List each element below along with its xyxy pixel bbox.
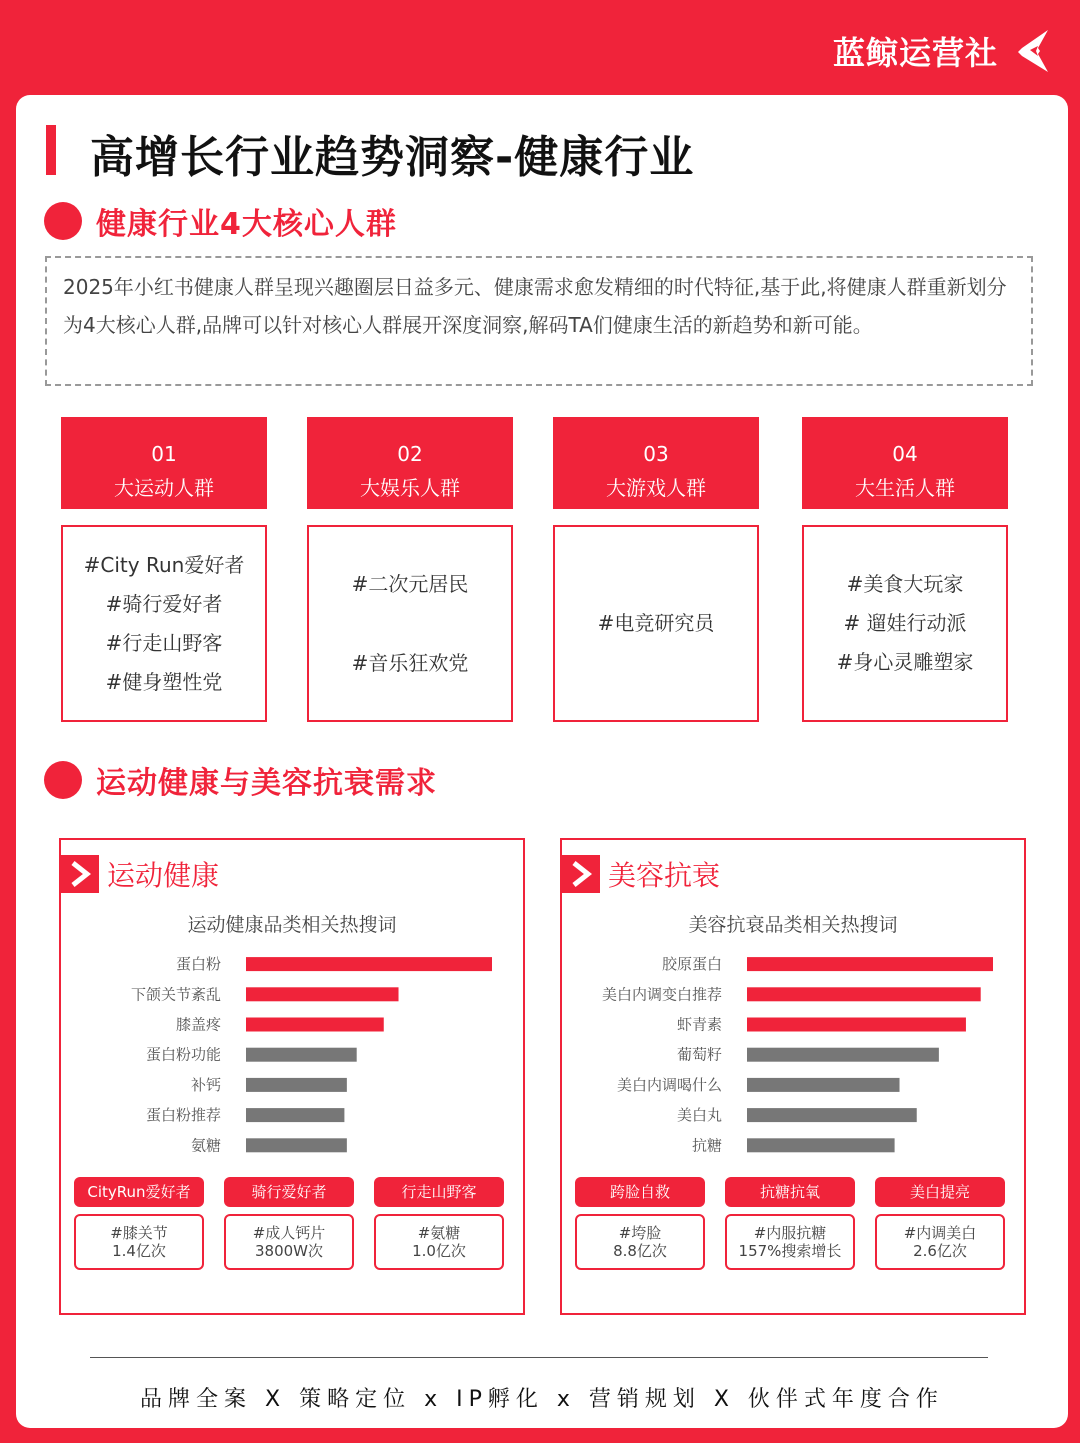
footer-divider [90, 1357, 988, 1358]
bar [747, 987, 981, 1001]
category-label: 蛋白粉推荐 [145, 1106, 221, 1125]
bar [747, 1018, 966, 1032]
chevron-right-icon [562, 855, 600, 893]
section-demand-header [44, 758, 437, 802]
stat-card [224, 1214, 354, 1270]
group-header-3 [553, 417, 759, 509]
chart-title: 美容抗衰品类相关热搜词 [688, 914, 898, 936]
bar [747, 1108, 917, 1122]
stat-card [875, 1214, 1005, 1270]
bar [747, 1048, 939, 1062]
group-tag: #音乐狂欢党 [351, 650, 469, 675]
category-label: 膝盖疼 [175, 1015, 221, 1034]
section-bullet-icon [44, 202, 82, 240]
category-label: 葡萄籽 [676, 1045, 722, 1064]
bar [747, 1078, 900, 1092]
category-label: 下颌关节紊乱 [130, 985, 221, 1004]
panel-header [562, 854, 720, 894]
bar [747, 957, 993, 971]
bar [246, 957, 492, 971]
group-pill: 跨脸自救 [575, 1177, 705, 1207]
bar [246, 1018, 384, 1032]
group-name: 大运动人群 [114, 476, 214, 500]
chevron-right-icon [61, 855, 99, 893]
category-label: 蛋白粉功能 [145, 1045, 221, 1064]
panel-sports-health [59, 838, 525, 1315]
group-tag: #电竞研究员 [597, 611, 715, 635]
group-tag: #二次元居民 [351, 571, 469, 596]
group-tag: # 遛娃行动派 [843, 611, 967, 635]
bar-chart-beauty [562, 945, 1028, 1170]
category-label: 美白内调变白推荐 [601, 985, 722, 1004]
group-tag: #美食大玩家 [846, 572, 964, 596]
group-pill: 美白提亮 [875, 1177, 1005, 1207]
stat-value: 2.6亿次 [913, 1242, 967, 1260]
category-label: 补钙 [190, 1075, 221, 1094]
group-tags-3 [553, 525, 759, 722]
stat-value: 1.0亿次 [412, 1242, 466, 1260]
group-tags-4 [802, 525, 1008, 722]
whale-logo-icon [1008, 26, 1052, 76]
page-title: 高增长行业趋势洞察-健康行业 [90, 132, 695, 183]
group-tag: #健身塑性党 [105, 669, 223, 694]
stat-keyword: #膝关节 [110, 1224, 168, 1242]
stat-card [575, 1214, 705, 1270]
panel-beauty-antiaging [560, 838, 1026, 1315]
bar [246, 1138, 347, 1152]
footer-services: 品牌全案 X 策略定位 x IP孵化 x 营销规划 X 伙伴式年度合作 [140, 1387, 944, 1412]
group-header-2 [307, 417, 513, 509]
group-header-1 [61, 417, 267, 509]
stat-keyword: #内服抗糖 [753, 1224, 827, 1242]
bar [246, 987, 399, 1001]
stat-card [725, 1214, 855, 1270]
brand [833, 26, 1052, 76]
group-number: 04 [892, 442, 918, 466]
category-label: 氨糖 [190, 1136, 221, 1155]
stat-value: 1.4亿次 [112, 1242, 166, 1260]
chart-title: 运动健康品类相关热搜词 [187, 914, 397, 936]
panel-title: 运动健康 [107, 859, 220, 892]
stat-keyword: #内调美白 [903, 1224, 977, 1242]
bar-chart-sports [61, 945, 527, 1170]
bar [747, 1138, 895, 1152]
section-title: 运动健康与美容抗衰需求 [96, 766, 437, 801]
title-accent-bar [46, 125, 56, 175]
group-tag: #City Run爱好者 [83, 552, 245, 577]
panel-header [61, 854, 219, 894]
category-label: 美白丸 [676, 1106, 722, 1125]
stat-keyword: #成人钙片 [252, 1224, 326, 1242]
group-pill: 行走山野客 [374, 1177, 504, 1207]
bar [246, 1048, 357, 1062]
brand-name: 蓝鲸运营社 [832, 34, 998, 72]
stat-keyword: #氨糖 [417, 1224, 461, 1242]
stat-keyword: #垮脸 [618, 1224, 662, 1242]
group-pill: CityRun爱好者 [74, 1177, 204, 1207]
group-name: 大娱乐人群 [360, 476, 460, 500]
category-label: 美白内调喝什么 [616, 1075, 722, 1094]
stat-value: 8.8亿次 [613, 1242, 667, 1260]
category-label: 虾青素 [676, 1015, 722, 1034]
category-label: 胶原蛋白 [661, 955, 722, 974]
stat-value: 3800W次 [254, 1242, 323, 1260]
section-core-groups-header [44, 199, 397, 243]
stat-card [74, 1214, 204, 1270]
stat-value: 157%搜索增长 [738, 1242, 842, 1260]
group-pill: 抗糖抗氧 [725, 1177, 855, 1207]
group-pill: 骑行爱好者 [224, 1177, 354, 1207]
section-bullet-icon [44, 761, 82, 799]
bar [246, 1108, 344, 1122]
intro-text: 2025年小红书健康人群呈现兴趣圈层日益多元、健康需求愈发精细的时代特征,基于此,将健康人群重新划分为4大核心人群,品牌可以针对核心人群展开深度洞察,解码TA们健康生活的新趋势和新可能。 [45, 256, 1033, 386]
group-name: 大游戏人群 [606, 476, 706, 500]
group-number: 01 [151, 442, 177, 466]
category-label: 蛋白粉 [175, 955, 221, 974]
panel-title: 美容抗衰 [608, 859, 721, 892]
group-tags-2 [307, 525, 513, 722]
group-tag: #行走山野客 [105, 630, 223, 655]
group-name: 大生活人群 [855, 476, 955, 500]
content-card [16, 95, 1068, 1428]
group-tags-1 [61, 525, 267, 722]
group-header-4 [802, 417, 1008, 509]
category-label: 抗糖 [691, 1136, 722, 1155]
group-number: 02 [397, 442, 423, 466]
group-number: 03 [643, 442, 669, 466]
group-tag: #骑行爱好者 [105, 591, 223, 616]
section-title: 健康行业4大核心人群 [96, 207, 397, 242]
bar [246, 1078, 347, 1092]
stat-card [374, 1214, 504, 1270]
group-tag: #身心灵雕塑家 [836, 650, 974, 674]
